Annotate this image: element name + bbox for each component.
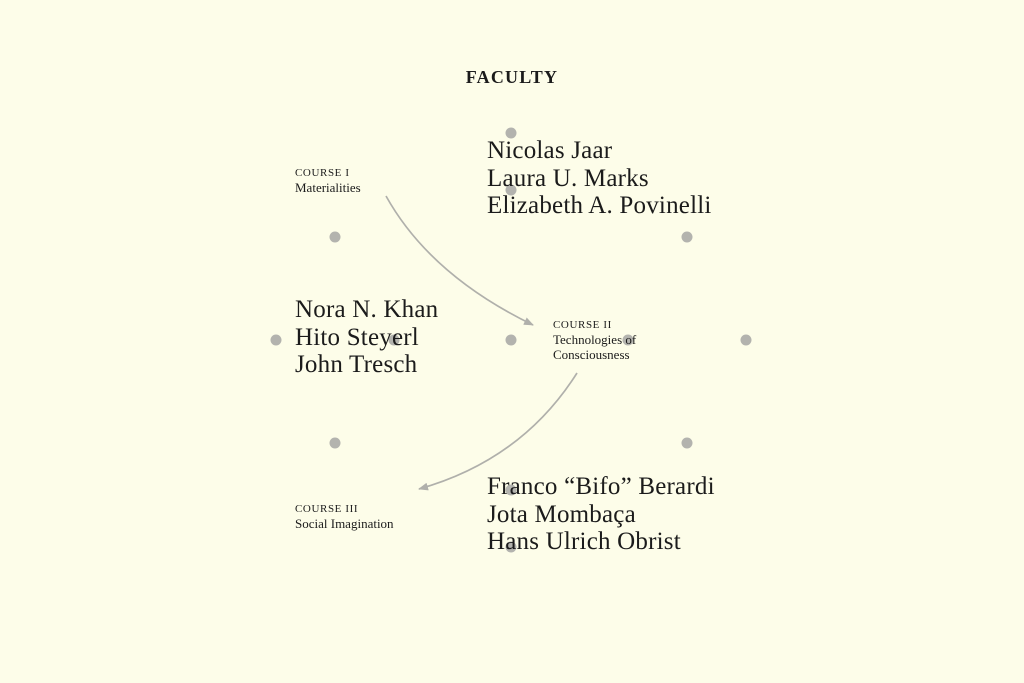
faculty-name: Elizabeth A. Povinelli (487, 192, 712, 219)
faculty-name: Franco “Bifo” Berardi (487, 473, 715, 500)
faculty-name: Nora N. Khan (295, 296, 439, 323)
faculty-name: Laura U. Marks (487, 164, 649, 192)
faculty-name: Nicolas Jaar (487, 137, 613, 164)
faculty-name: Hito Steyerl (295, 323, 419, 351)
course-2-name-line-2: Consciousness (553, 347, 630, 362)
ring-dot-lower-left (330, 438, 341, 449)
faculty-name: John Tresch (295, 351, 418, 378)
ring-dot-right (741, 335, 752, 346)
faculty-group-top (487, 137, 712, 220)
faculty-group-bottom (487, 473, 715, 556)
course-2-label (553, 318, 636, 362)
course-1-name: Materialities (295, 180, 361, 195)
course-2-code: COURSE II (553, 319, 612, 331)
faculty-name: Jota Mombaça (487, 500, 636, 528)
course-1-code: COURSE I (295, 167, 350, 179)
ring-dot-center (506, 335, 517, 346)
course-3-label (295, 502, 394, 531)
page-title: FACULTY (465, 67, 559, 87)
faculty-group-left (295, 296, 438, 379)
ring-dot-upper-left (330, 232, 341, 243)
course-2-name-line-1: Technologies of (553, 332, 637, 347)
ring-dot-upper-right (682, 232, 693, 243)
course-1-label (295, 166, 361, 195)
ring-dot-lower-right (682, 438, 693, 449)
course-3-code: COURSE III (295, 503, 359, 515)
ring-dot-left (271, 335, 282, 346)
arrow-course-2-to-course-3 (419, 373, 577, 489)
course-3-name: Social Imagination (295, 516, 394, 531)
faculty-name: Hans Ulrich Obrist (487, 528, 681, 555)
